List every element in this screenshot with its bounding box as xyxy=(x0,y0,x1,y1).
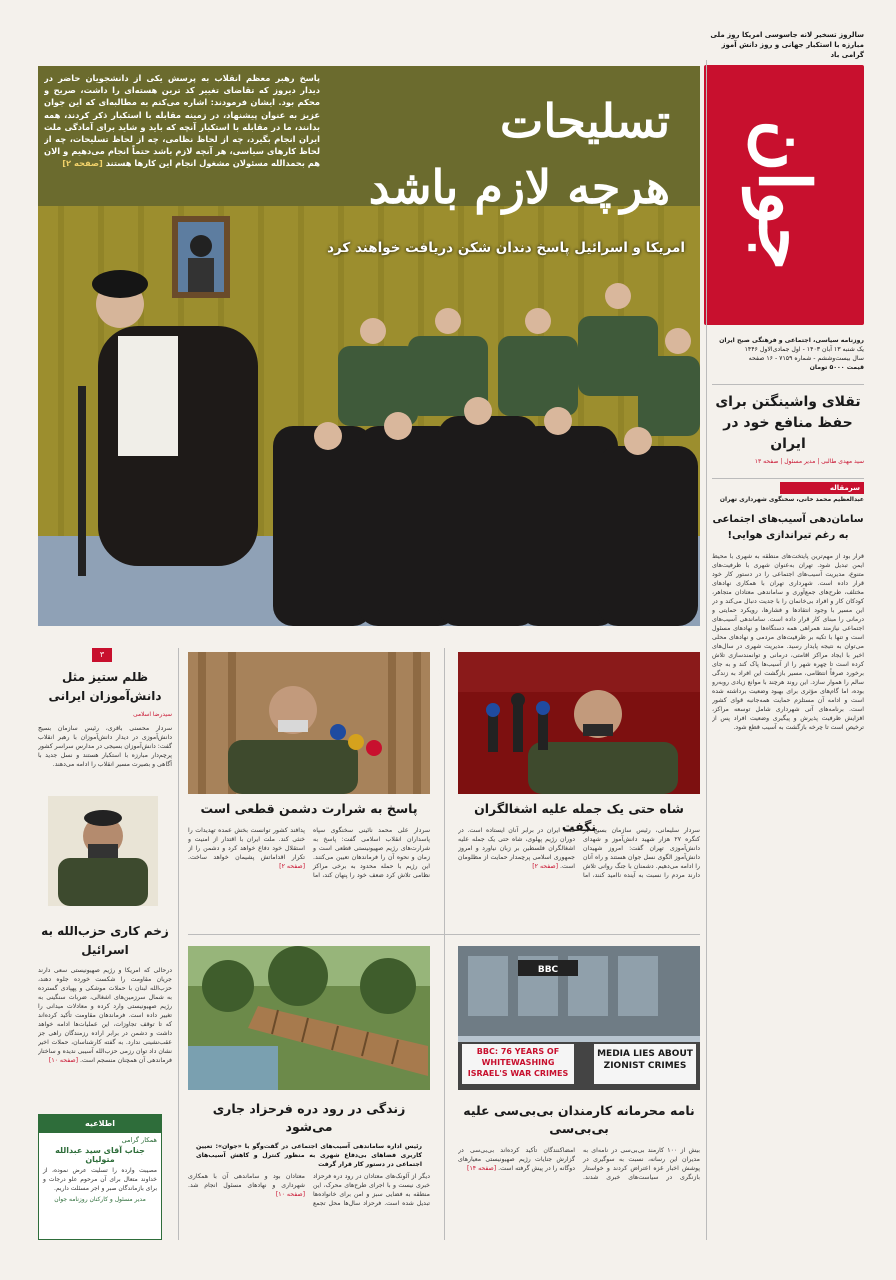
article-a-photo xyxy=(458,652,700,794)
left-body2 xyxy=(38,966,172,1102)
article-b-title: پاسخ به شرارت دشمن قطعی است xyxy=(200,801,418,816)
side-editorial xyxy=(712,392,864,465)
article-a-body xyxy=(458,826,700,924)
article-a-ref: [صفحه ۲] xyxy=(532,863,559,870)
side-editorial-title: تقلای واشینگتن برای حفظ منافع خود در ایران xyxy=(715,394,861,452)
left-title2: زخم کاری حزب‌الله به اسرائیل xyxy=(41,924,169,957)
article-b-body xyxy=(188,826,430,924)
sarmaghaleh-body: قرار بود از مهم‌ترین پایتخت‌های منطقه به شهری با محیط ایمن تبدیل شود. تهران به‌عنوان شهری با ظرفیت‌های متنوع، مدیریت آسیب‌های اجتماعی را در دستور کار خود قرار داده است. شهرداری تهران با همکاری نهادهای مختلف، طرح‌های جمع‌آوری و ساماندهی معتادان متجاهر، کودکان کار و افراد بی‌خانمان را با جدیت دنبال می‌کند و در این مسیر با وجود انتقادها و فشارها، رویکرد حمایتی و درمانی را مبنای کار قرار داده است. ساماندهی آسیب‌های اجتماعی نیازمند همراهی همه دستگاه‌ها و نهادهای مسئول است و تنها با تکیه بر ظرفیت‌های مردمی و نهادهای محلی می‌توان به نتیجه پایدار رسید. مدیریت شهری در سال‌های اخیر با ایجاد مراکز اقامتی، درمانی و توانمندسازی تلاش کرده است تا چهره شهر را از آسیب‌ها پاک کند و به جای برخورد صرفاً انتظامی، مسیر بازگشت این افراد به زندگی سالم را هموار سازد. این روند هرچند با موانع زیادی روبه‌رو بوده، اما گام‌های مؤثری برای بهبود وضعیت برداشته شده است و ادامه آن مستلزم حمایت همه‌جانبه قوای کشور است. برنامه‌های آتی شهرداری شامل توسعه مراکز، افزایش ظرفیت پذیرش و پیگیری وضعیت افراد پس از ترخیص است تا چرخه بازگشت به آسیب قطع شود. xyxy=(712,553,864,731)
subhead: امریکا و اسرائیل پاسخ دندان شکن دریافت خواهند کرد xyxy=(327,240,685,256)
article-b-photo xyxy=(188,652,430,794)
article-d-lead: رئیس اداره ساماندهی آسیب‌های اجتماعی در گفت‌وگو با «جوان»: تعیین کاربری فضاهای بی‌دفاع شهری به منظور کنترل و کاهش آسیب‌های اجتماعی در دستور کار قرار گرفت xyxy=(196,1143,422,1168)
ad-label: اطلاعیه xyxy=(39,1115,161,1133)
tagline-line1: سالروز تسخیر لانه جاسوسی امریکا روز ملی xyxy=(710,31,864,39)
condolence-ad xyxy=(38,1114,162,1240)
logo-text: جوان xyxy=(743,119,826,271)
ad-title: همکار گرامی xyxy=(121,1136,157,1144)
article-a-title: شاه حتی یک جمله علیه اشغالگران نگفت xyxy=(474,801,684,834)
masthead-info xyxy=(712,336,864,372)
ad-name: جناب آقای سید عبدالله متولیان xyxy=(55,1146,145,1164)
article-c-photo xyxy=(458,946,700,1090)
left-title: ظلم ستیز مثل دانش‌آموزان ایرانی xyxy=(48,670,162,703)
column-divider xyxy=(178,648,179,1240)
left-body: سردار محسنی باقری، رئیس سازمان بسیج دانش‌آموزی در دیدار دانش‌آموزان با رهبر انقلاب گفت: دانش‌آموزان بسیجی در مدارس سراسر کشور پرچم‌دار مبارزه با استکبار هستند و نسل جدید با آگاهی و بصیرت مسیر انقلاب را ادامه می‌دهند. xyxy=(38,725,172,768)
column-divider xyxy=(706,60,707,1240)
sarmaghaleh-label: سرمقاله xyxy=(780,482,864,494)
quote-body: دیروز که تقاضای تغییر کد ترین هسته‌ای را داشت، صریح و محکم بود. ایشان فرمودند: اشاره می‌کنم به مطالبه‌ای که این جوان عزیز به عنوان پیشنهاد، در زمینه مقابله با استکبار ذکر کردند، همه بدانند، ما در مقابله با استکبار آنچه که باید و شاید برای آمادگی ملت ایران انجام بگیرد، چه از لحاظ نظامی، چه از لحاظ تسلیحات، چه از لحاظ کارهای سیاسی، هر آنچه لازم باشد حتماً انجام می‌دهیم و الان هم بحمدالله مسئولان مشغول انجام این کارها هستند xyxy=(44,85,320,169)
logo xyxy=(704,65,864,325)
headline-1: تسلیحات xyxy=(500,94,670,148)
info-line2: یک شنبه ۱۳ آبان ۱۴۰۳ - اول جمادی‌الاول ۱۴۴۶ xyxy=(744,346,864,353)
article-b-text: سردار علی محمد نائینی سخنگوی سپاه پاسداران انقلاب اسلامی گفت: پاسخ به شرارت‌های رژیم صهیونیستی قطعی است و زمان و نحوه آن را فرماندهان تعیین می‌کنند. این رژیم با حمله محدود به برخی مراکز نظامی تلاش کرد ضعف خود را پنهان کند، اما پدافند کشور توانست بخش عمده تهدیدات را خنثی کند. ملت ایران با اقتدار از امنیت و استقلال خود دفاع خواهد کرد و دشمن را از تکرار اقداماتش پشیمان خواهد ساخت. xyxy=(188,827,430,879)
bbc-sign: BBC xyxy=(537,965,559,975)
info-line1: روزنامه سیاسی، اجتماعی و فرهنگی صبح ایران xyxy=(719,337,864,344)
column-divider xyxy=(444,648,445,1240)
article-b-ref: [صفحه ۲] xyxy=(279,863,305,870)
sarmaghaleh-title: سامان‌دهی آسیب‌های اجتماعی به رغم تیراندازی هوایی! xyxy=(712,514,864,541)
divider xyxy=(712,478,864,479)
side-editorial-byline: سید مهدی طالبی | مدیر مسئول | صفحه ۱۳ xyxy=(754,458,864,465)
left-badge: ۳ xyxy=(92,648,112,662)
divider xyxy=(712,384,864,385)
article-d-ref: [صفحه ۱۰] xyxy=(275,1191,305,1198)
quote-head: پاسخ رهبر معظم انقلاب به پرسش یکی از دانشجویان حاضر در دیدار xyxy=(44,73,320,96)
article-c-text: بیش از ۱۰۰ کارمند بی‌بی‌سی در نامه‌ای به مدیران این رسانه، نسبت به سوگیری در پوشش اخبار غزه اعتراض کردند و خواستار بازنگری در سیاست‌های خبری شدند. امضاکنندگان تأکید کرده‌اند بی‌بی‌سی در گزارش جنایات رژیم صهیونیستی معیارهای دوگانه را در پیش گرفته است. xyxy=(458,1147,700,1181)
ad-body: مصیبت وارده را تسلیت عرض نموده، از خداوند متعال برای آن مرحوم علو درجات و برای بازماندگان صبر و اجر مسئلت داریم. xyxy=(43,1167,157,1192)
article-c-title: نامه محرمانه کارمندان بی‌بی‌سی علیه بی‌بی‌سی xyxy=(463,1103,695,1136)
quote-ref: [صفحه ۲] xyxy=(62,158,103,169)
info-line3: سال بیست‌وششم - شماره ۷۱۵۹ - ۱۶ صفحه xyxy=(748,355,864,362)
article-c-body xyxy=(458,1146,700,1240)
quote-box xyxy=(44,72,320,200)
protest-banner-1: BBC: 76 YEARS OF WHITEWASHING ISRAEL'S WAR CRIMES xyxy=(467,1047,569,1078)
row-divider xyxy=(188,934,700,935)
article-c-ref: [صفحه ۱۴] xyxy=(467,1165,497,1172)
left-byline: سیدرضا اسلامی xyxy=(133,712,172,718)
masthead xyxy=(704,30,864,330)
article-a-text: سردار سلیمانی، رئیس سازمان بسیج در کنگره ۲۷ هزار شهید دانش‌آموز و شهدای دانش‌آموزی تهران گفت: امروز شهیدان دانش‌آموز الگوی نسل جوان هستند و راه آنان را ادامه می‌دهیم. دشمنان با جنگ روانی تلاش دارند مردم را نسبت به آینده ناامید کنند، اما ملت ایران در برابر آنان ایستاده است. در دوران رژیم پهلوی، شاه حتی یک جمله علیه اشغالگران فلسطین بر زبان نیاورد و امروز جمهوری اسلامی پرچمدار حمایت از مظلومان است. xyxy=(458,827,700,879)
article-d-body xyxy=(188,1172,430,1240)
article-d-title: زندگی در رود دره فرحزاد جاری می‌شود xyxy=(212,1101,406,1134)
tagline-line2: مبارزه با استکبار جهانی و روز دانش آموز گرامی باد xyxy=(721,41,864,59)
commander-photo xyxy=(48,796,158,906)
protest-banner-2: MEDIA LIES ABOUT ZIONIST CRIMES xyxy=(597,1049,693,1071)
article-d-photo xyxy=(188,946,430,1090)
sarmaghaleh-author: عبدالعظیم محمد خانی، سخنگوی شهرداری تهران xyxy=(719,496,864,503)
article-d-text: دیگر از آلونک‌های معتادان در رود دره فرحزاد خبری نیست و با اجرای طرح‌های محرک، این منطقه به فضایی سبز و امن برای خانواده‌ها تبدیل شده است. فرحزاد سال‌ها محل تجمع معتادان بود و ساماندهی آن با همکاری شهرداری و نهادهای مسئول انجام شد. xyxy=(188,1173,430,1207)
price: قیمت ۵۰۰۰ تومان xyxy=(809,364,864,371)
left-body2-ref: [صفحه ۱۰] xyxy=(48,1057,79,1064)
left-body2-text: درحالی که امریکا و رژیم صهیونیستی سعی دارند جریان مقاومت را شکست خورده جلوه دهند، حزب‌الله لبنان با حملات موشکی و پهپادی گسترده به شمال سرزمین‌های اشغالی، ضربات سنگینی به رژیم صهیونیستی وارد کرده و معادلات میدانی را تغییر داده است. فرماندهان مقاومت تأکید کرده‌اند که تا توقف تجاوزات، این عملیات‌ها ادامه خواهد داشت و دشمن در برابر اراده رزمندگان راهی جز عقب‌نشینی ندارد. به گفته کارشناسان، حملات اخیر نشان داد توان رزمی حزب‌الله آسیبی ندیده و ساختار فرماندهی آن همچنان منسجم است. xyxy=(38,967,172,1064)
ad-sign: مدیر مسئول و کارکنان روزنامه جوان xyxy=(54,1196,146,1203)
headline-2: هرچه لازم باشد xyxy=(368,160,670,214)
